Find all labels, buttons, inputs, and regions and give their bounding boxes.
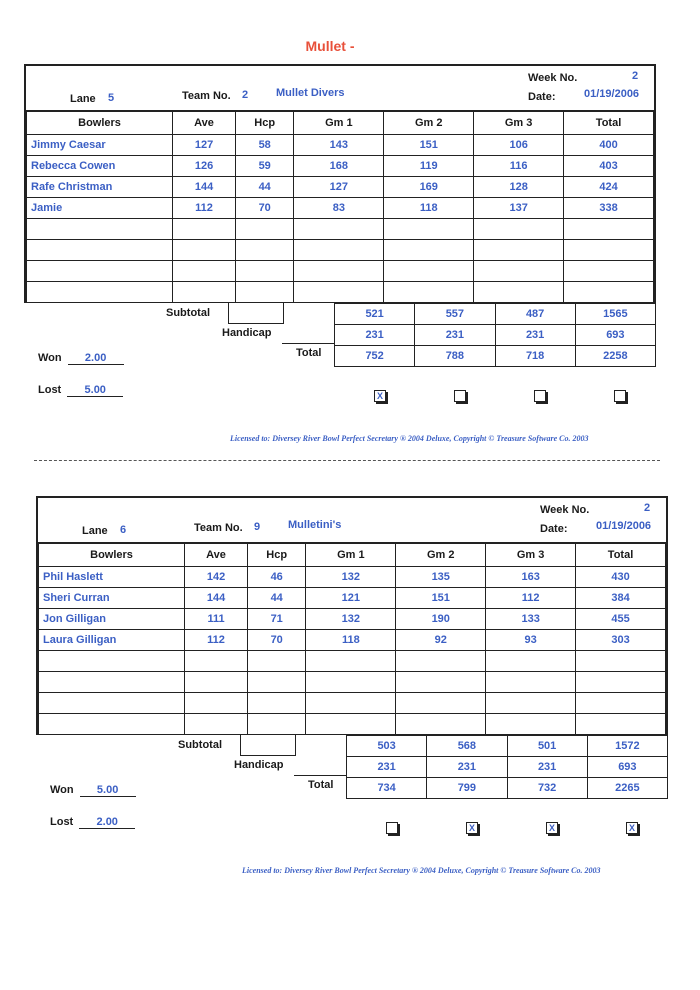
bowler-hcp: 44 [235,177,293,198]
bowler-gm2: 151 [384,135,474,156]
lost-label: Lost [50,816,74,828]
bowler-hcp: 58 [235,135,293,156]
lost-field [50,816,135,829]
bowler-gm1: 118 [306,630,396,651]
sheet-header [38,498,666,542]
subtotal-row [347,736,668,757]
bowler-name: Laura Gilligan [39,630,185,651]
won-value: 2.00 [68,352,124,365]
bowler-row [27,177,654,198]
bowler-ave: 144 [173,177,236,198]
bowler-gm2: 92 [396,630,486,651]
handicap-label: Handicap [222,327,272,339]
column-headers [39,543,666,567]
date-label: Date: [528,91,556,103]
col-ave: Ave [185,543,248,567]
sheet-header [26,66,654,110]
bowler-gm1: 83 [294,198,384,219]
bowler-hcp: 71 [247,609,305,630]
bowler-name: Jimmy Caesar [27,135,173,156]
bowler-hcp: 44 [247,588,305,609]
handicap-total: 693 [575,325,655,346]
col-total: Total [564,111,654,135]
bowler-gm2: 151 [396,588,486,609]
col-gm3: Gm 3 [486,543,576,567]
bowler-total: 455 [576,609,666,630]
lost-value: 5.00 [67,384,123,397]
bowler-gm1: 127 [294,177,384,198]
total-label: Total [308,779,334,791]
empty-row [39,651,666,672]
bowler-name: Sheri Curran [39,588,185,609]
license-footer: Licensed to: Diversey River Bowl Perfect Secretary ® 2004 Deluxe, Copyright © Treasure Software Co. 2003 [230,434,589,443]
bowler-name: Rafe Christman [27,177,173,198]
game-win-checkbox[interactable]: X [466,822,478,834]
lost-label: Lost [38,384,62,396]
bowler-ave: 142 [185,567,248,588]
team-name: Mulletini's [288,519,342,531]
subtotal-gm3: 487 [495,304,575,325]
bowler-ave: 112 [173,198,236,219]
scores-table [38,542,666,735]
week-no-value: 2 [632,70,639,82]
lane-value: 6 [120,524,127,536]
game-win-checkbox[interactable]: X [626,822,638,834]
bowler-total: 424 [564,177,654,198]
bowler-name: Rebecca Cowen [27,156,173,177]
empty-row [27,282,654,303]
date-value: 01/19/2006 [584,88,640,100]
bowler-gm1: 121 [306,588,396,609]
column-headers [27,111,654,135]
total-row [335,346,656,367]
lost-field [38,384,123,397]
handicap-label: Handicap [234,759,284,771]
won-label: Won [38,352,62,364]
handicap-total: 693 [587,757,667,778]
subtotal-row [335,304,656,325]
col-gm2: Gm 2 [384,111,474,135]
col-bowlers: Bowlers [39,543,185,567]
handicap-gm2: 231 [427,757,507,778]
handicap-gm3: 231 [507,757,587,778]
bowler-gm2: 169 [384,177,474,198]
page-title: Mullet - [305,38,355,54]
bowler-hcp: 46 [247,567,305,588]
bowler-hcp: 59 [235,156,293,177]
score-box [36,496,668,735]
team-no-label: Team No. [182,90,231,102]
bowler-ave: 112 [185,630,248,651]
empty-row [39,693,666,714]
won-field [50,784,136,797]
bowler-row [39,630,666,651]
total-row [347,778,668,799]
handicap-row [335,325,656,346]
subtotal-total: 1565 [575,304,655,325]
totals-table [334,303,656,367]
week-no-label: Week No. [540,504,590,516]
game-win-checkbox[interactable] [534,390,546,402]
bowler-row [39,567,666,588]
col-gm1: Gm 1 [306,543,396,567]
bowler-gm2: 135 [396,567,486,588]
bowler-row [39,609,666,630]
won-field [38,352,124,365]
week-no-value: 2 [644,502,651,514]
bowler-row [27,198,654,219]
subtotal-gm1: 521 [335,304,415,325]
col-total: Total [576,543,666,567]
bowler-hcp: 70 [235,198,293,219]
bowler-gm3: 128 [474,177,564,198]
bowler-gm2: 119 [384,156,474,177]
subtotal-gm1: 503 [347,736,427,757]
empty-row [39,714,666,735]
bowler-gm3: 93 [486,630,576,651]
bowler-row [39,588,666,609]
bowler-name: Jon Gilligan [39,609,185,630]
subtotal-gm2: 568 [427,736,507,757]
empty-row [27,219,654,240]
bowler-total: 384 [576,588,666,609]
handicap-gm3: 231 [495,325,575,346]
total-gm3: 718 [495,346,575,367]
game-win-checkbox[interactable]: X [546,822,558,834]
subtotal-label: Subtotal [166,307,210,319]
lost-value: 2.00 [79,816,135,829]
bowler-gm3: 112 [486,588,576,609]
empty-row [27,261,654,282]
bowler-row [27,156,654,177]
bowler-gm3: 106 [474,135,564,156]
lane-value: 5 [108,92,115,104]
game-win-checkbox[interactable]: X [374,390,386,402]
game-win-checkbox[interactable] [614,390,626,402]
total-label: Total [296,347,322,359]
bowler-gm1: 143 [294,135,384,156]
team-no-value: 9 [254,521,261,533]
bowler-gm1: 132 [306,567,396,588]
col-gm2: Gm 2 [396,543,486,567]
handicap-spacer [294,735,347,776]
bowler-ave: 126 [173,156,236,177]
subtotal-spacer [240,735,296,756]
bowler-gm3: 116 [474,156,564,177]
total-gm1: 752 [335,346,415,367]
bowler-ave: 144 [185,588,248,609]
date-label: Date: [540,523,568,535]
bowler-total: 400 [564,135,654,156]
bowler-ave: 111 [185,609,248,630]
bowler-gm3: 137 [474,198,564,219]
bowler-gm3: 133 [486,609,576,630]
bowler-gm2: 118 [384,198,474,219]
empty-row [39,672,666,693]
bowler-gm3: 163 [486,567,576,588]
subtotal-total: 1572 [587,736,667,757]
lane-label: Lane [82,525,108,537]
team-no-value: 2 [242,89,249,101]
bowler-hcp: 70 [247,630,305,651]
total-total: 2258 [575,346,655,367]
game-win-checkbox[interactable] [386,822,398,834]
bowler-name: Phil Haslett [39,567,185,588]
bowler-ave: 127 [173,135,236,156]
subtotal-gm2: 557 [415,304,495,325]
week-no-label: Week No. [528,72,578,84]
handicap-row [347,757,668,778]
empty-row [27,240,654,261]
game-win-checkbox[interactable] [454,390,466,402]
won-value: 5.00 [80,784,136,797]
bowler-total: 403 [564,156,654,177]
score-box [24,64,656,303]
bowler-gm1: 132 [306,609,396,630]
bowler-gm2: 190 [396,609,486,630]
handicap-spacer [282,303,335,344]
col-bowlers: Bowlers [27,111,173,135]
bowler-row [27,135,654,156]
col-ave: Ave [173,111,236,135]
handicap-gm1: 231 [335,325,415,346]
subtotal-label: Subtotal [178,739,222,751]
total-gm3: 732 [507,778,587,799]
team-name: Mullet Divers [276,87,345,99]
bowler-total: 430 [576,567,666,588]
cut-line-divider [34,460,660,461]
handicap-gm2: 231 [415,325,495,346]
subtotal-spacer [228,303,284,324]
total-gm2: 799 [427,778,507,799]
score-sheet [24,64,656,443]
col-hcp: Hcp [247,543,305,567]
license-footer: Licensed to: Diversey River Bowl Perfect Secretary ® 2004 Deluxe, Copyright © Treasure Software Co. 2003 [242,866,601,875]
totals-table [346,735,668,799]
col-gm1: Gm 1 [294,111,384,135]
handicap-gm1: 231 [347,757,427,778]
won-label: Won [50,784,74,796]
bowler-gm1: 168 [294,156,384,177]
date-value: 01/19/2006 [596,520,652,532]
col-hcp: Hcp [235,111,293,135]
total-gm1: 734 [347,778,427,799]
scores-table [26,110,654,303]
total-total: 2265 [587,778,667,799]
bowler-total: 303 [576,630,666,651]
team-no-label: Team No. [194,522,243,534]
score-sheet [36,496,668,875]
total-gm2: 788 [415,346,495,367]
col-gm3: Gm 3 [474,111,564,135]
bowler-name: Jamie [27,198,173,219]
subtotal-gm3: 501 [507,736,587,757]
lane-label: Lane [70,93,96,105]
bowler-total: 338 [564,198,654,219]
